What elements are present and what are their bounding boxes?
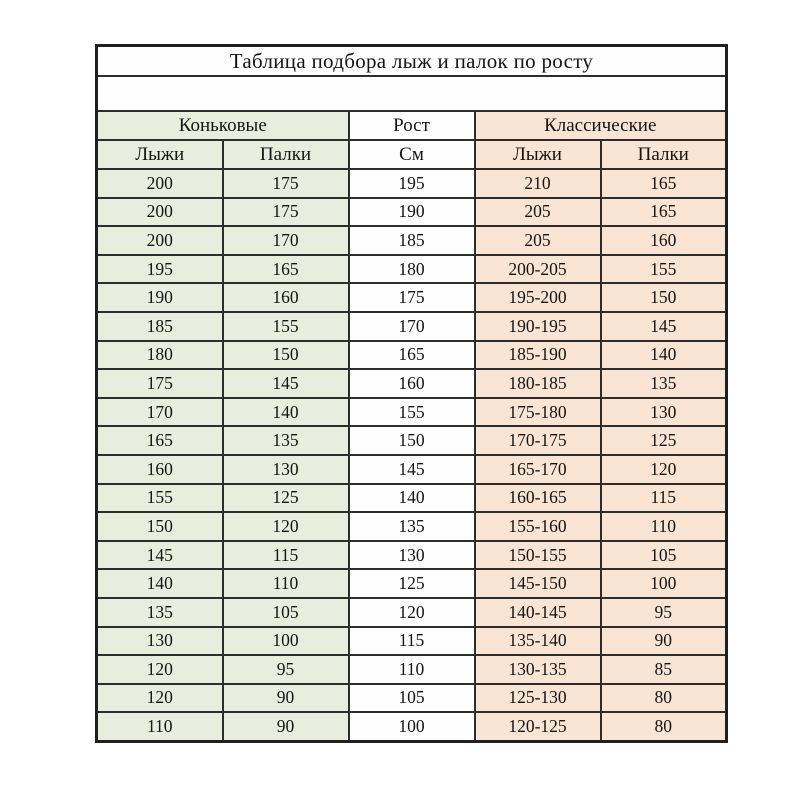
table-cell: 155 [349, 398, 475, 427]
table-cell: 135 [223, 426, 349, 455]
spacer-row [97, 76, 727, 111]
table-cell: 110 [349, 655, 475, 684]
table-row [97, 283, 727, 312]
table-row [97, 569, 727, 598]
table-cell: 160 [97, 455, 223, 484]
table-cell: 165 [223, 255, 349, 284]
table-cell: 175 [349, 283, 475, 312]
table-title: Таблица подбора лыж и палок по росту [97, 46, 727, 77]
table-cell: 165 [601, 198, 727, 227]
table-cell: 120 [601, 455, 727, 484]
table-row [97, 198, 727, 227]
table-cell: 140 [223, 398, 349, 427]
table-row [97, 541, 727, 570]
table-cell: 100 [601, 569, 727, 598]
table-cell: 145 [601, 312, 727, 341]
table-cell: 200 [97, 169, 223, 198]
col-header-skate-poles: Палки [223, 140, 349, 169]
table-cell: 150 [223, 341, 349, 370]
table-row [97, 455, 727, 484]
table-cell: 200 [97, 226, 223, 255]
table-row [97, 655, 727, 684]
table-cell: 150-155 [475, 541, 601, 570]
col-header-skate-skis: Лыжи [97, 140, 223, 169]
table-cell: 150 [97, 512, 223, 541]
table-cell: 190 [349, 198, 475, 227]
group-header-row [97, 111, 727, 140]
table-cell: 100 [349, 712, 475, 741]
table-cell: 160 [601, 226, 727, 255]
table-cell: 155 [223, 312, 349, 341]
table-cell: 160 [223, 283, 349, 312]
table-cell: 130 [349, 541, 475, 570]
table-cell: 115 [601, 484, 727, 513]
table-cell: 120-125 [475, 712, 601, 741]
table-cell: 125 [349, 569, 475, 598]
table-cell: 165 [97, 426, 223, 455]
table-cell: 175 [223, 169, 349, 198]
table-cell: 150 [349, 426, 475, 455]
table-cell: 155 [601, 255, 727, 284]
table-row [97, 512, 727, 541]
table-cell: 110 [97, 712, 223, 741]
table-cell: 130 [223, 455, 349, 484]
table-cell: 185 [97, 312, 223, 341]
table-cell: 135 [601, 369, 727, 398]
table-row [97, 312, 727, 341]
table-cell: 90 [223, 684, 349, 713]
table-cell: 80 [601, 712, 727, 741]
table-cell: 210 [475, 169, 601, 198]
table-cell: 195 [349, 169, 475, 198]
table-cell: 190-195 [475, 312, 601, 341]
table-cell: 160 [349, 369, 475, 398]
table-cell: 145 [223, 369, 349, 398]
table-cell: 205 [475, 226, 601, 255]
table-cell: 140 [349, 484, 475, 513]
table-row [97, 598, 727, 627]
table-cell: 165-170 [475, 455, 601, 484]
title-row [97, 46, 727, 77]
table-cell: 165 [349, 341, 475, 370]
table-cell: 120 [97, 655, 223, 684]
table-cell: 95 [223, 655, 349, 684]
ski-size-table [95, 44, 728, 743]
table-cell: 135 [97, 598, 223, 627]
table-row [97, 398, 727, 427]
table-cell: 180 [349, 255, 475, 284]
table-cell: 120 [97, 684, 223, 713]
table-cell: 130-135 [475, 655, 601, 684]
table-cell: 155 [97, 484, 223, 513]
col-header-classic-poles: Палки [601, 140, 727, 169]
table-cell: 135-140 [475, 627, 601, 656]
table-cell: 95 [601, 598, 727, 627]
table-cell: 200 [97, 198, 223, 227]
table-cell: 105 [349, 684, 475, 713]
table-row [97, 684, 727, 713]
table-cell: 120 [349, 598, 475, 627]
table-cell: 190 [97, 283, 223, 312]
table-body [97, 169, 727, 741]
table-cell: 140 [97, 569, 223, 598]
table-cell: 145-150 [475, 569, 601, 598]
table-cell: 85 [601, 655, 727, 684]
table-cell: 130 [601, 398, 727, 427]
table-cell: 125 [223, 484, 349, 513]
table-row [97, 169, 727, 198]
table-cell: 145 [349, 455, 475, 484]
group-header-height: Рост [349, 111, 475, 140]
col-header-classic-skis: Лыжи [475, 140, 601, 169]
table-cell: 115 [349, 627, 475, 656]
table-cell: 90 [223, 712, 349, 741]
table-cell: 175-180 [475, 398, 601, 427]
column-header-row [97, 140, 727, 169]
table-cell: 170 [223, 226, 349, 255]
table-cell: 150 [601, 283, 727, 312]
table-cell: 185-190 [475, 341, 601, 370]
table-cell: 140 [601, 341, 727, 370]
table-row [97, 627, 727, 656]
table-cell: 195 [97, 255, 223, 284]
table-row [97, 341, 727, 370]
table-row [97, 484, 727, 513]
table-cell: 100 [223, 627, 349, 656]
table-cell: 170 [97, 398, 223, 427]
table-cell: 110 [223, 569, 349, 598]
table-row [97, 226, 727, 255]
table-cell: 180 [97, 341, 223, 370]
table-cell: 115 [223, 541, 349, 570]
table-cell: 180-185 [475, 369, 601, 398]
table-cell: 185 [349, 226, 475, 255]
table-cell: 175 [223, 198, 349, 227]
table-row [97, 255, 727, 284]
col-header-height-cm: См [349, 140, 475, 169]
table-cell: 160-165 [475, 484, 601, 513]
table-cell: 200-205 [475, 255, 601, 284]
table-cell: 205 [475, 198, 601, 227]
table-cell: 165 [601, 169, 727, 198]
table-row [97, 369, 727, 398]
table-cell: 125 [601, 426, 727, 455]
table-cell: 170-175 [475, 426, 601, 455]
table-cell: 175 [97, 369, 223, 398]
table-cell: 105 [601, 541, 727, 570]
spacer-cell [97, 76, 727, 111]
table-row [97, 712, 727, 741]
table-cell: 125-130 [475, 684, 601, 713]
table-cell: 120 [223, 512, 349, 541]
table-cell: 195-200 [475, 283, 601, 312]
table-cell: 90 [601, 627, 727, 656]
table-cell: 130 [97, 627, 223, 656]
table-cell: 80 [601, 684, 727, 713]
group-header-classic: Классические [475, 111, 727, 140]
table-cell: 155-160 [475, 512, 601, 541]
table-cell: 110 [601, 512, 727, 541]
group-header-skate: Коньковые [97, 111, 349, 140]
table-cell: 135 [349, 512, 475, 541]
table-cell: 170 [349, 312, 475, 341]
table-row [97, 426, 727, 455]
table-cell: 145 [97, 541, 223, 570]
table-cell: 105 [223, 598, 349, 627]
table-cell: 140-145 [475, 598, 601, 627]
